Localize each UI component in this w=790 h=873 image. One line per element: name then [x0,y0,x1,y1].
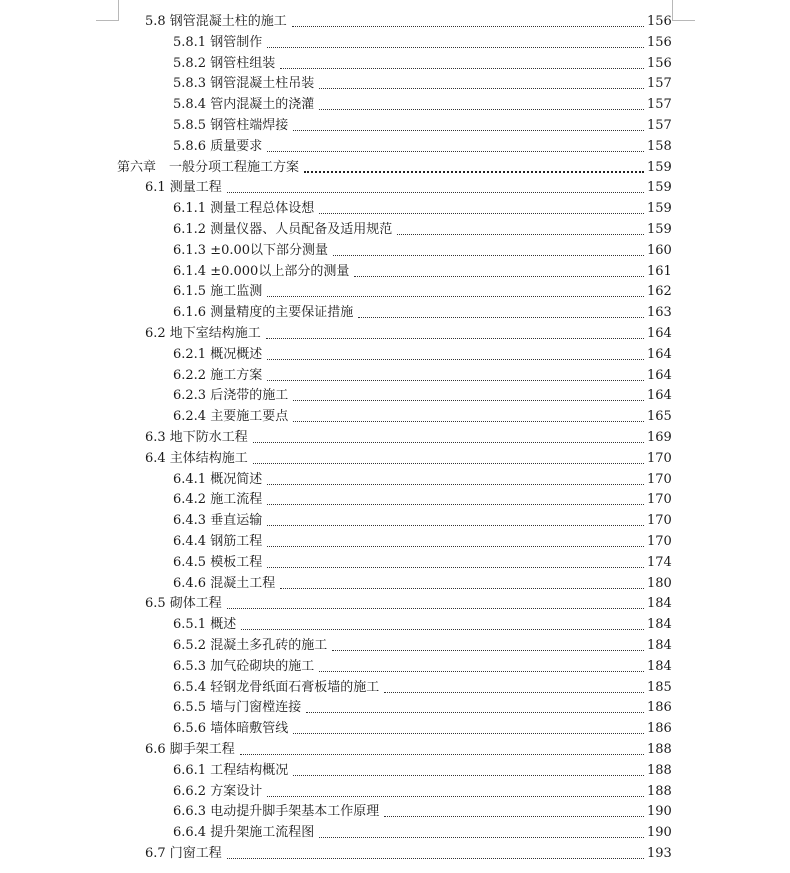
toc-subsection-entry[interactable] [173,490,671,510]
toc-dot-leader [384,815,644,817]
toc-section-entry[interactable] [145,594,671,614]
toc-entry-title: 6.4.2 施工流程 [173,492,263,508]
toc-dot-leader [253,441,644,443]
toc-section-entry[interactable] [145,12,671,32]
toc-page-number: 174 [647,554,672,570]
toc-entry-title: 第六章 一般分项工程施工方案 [117,159,300,175]
toc-page-number: 190 [647,804,672,820]
toc-entry-title: 6.2.3 后浇带的施工 [173,388,289,404]
toc-page-number: 159 [647,180,672,196]
toc-subsection-entry[interactable] [173,137,671,157]
toc-entry-title: 6.2.1 概况概述 [173,346,263,362]
toc-subsection-entry[interactable] [173,116,671,136]
toc-dot-leader [293,399,644,401]
toc-entry-title: 6.5.4 轻钢龙骨纸面石膏板墙的施工 [173,679,380,695]
toc-entry-title: 6.4.3 垂直运输 [173,513,263,529]
toc-entry-title: 6.4 主体结构施工 [145,450,248,466]
toc-page-number: 164 [647,388,672,404]
toc-subsection-entry[interactable] [173,282,671,302]
toc-section-entry[interactable] [145,178,671,198]
toc-page-number: 184 [647,638,672,653]
toc-dot-leader [280,587,644,589]
toc-subsection-entry[interactable] [173,241,671,261]
toc-subsection-entry[interactable] [173,54,671,74]
toc-entry-title: 6.5.6 墙体暗敷管线 [173,721,289,737]
toc-dot-leader [319,87,644,89]
toc-page-number: 186 [647,721,672,737]
toc-page-number: 170 [647,450,672,466]
toc-page-number: 185 [647,679,672,695]
toc-dot-leader [319,212,644,214]
toc-page-number: 162 [647,284,672,300]
toc-entry-title: 6.1.6 测量精度的主要保证措施 [173,305,354,321]
toc-page-number: 159 [647,201,672,217]
toc-dot-leader [227,191,644,193]
toc-subsection-entry[interactable] [173,262,671,282]
toc-dot-leader [384,691,644,693]
toc-page-number: 188 [647,762,672,778]
toc-subsection-entry[interactable] [173,802,671,822]
toc-page-number: 188 [647,783,672,799]
toc-dot-leader [267,503,644,505]
toc-dot-leader [267,795,644,797]
toc-subsection-entry[interactable] [173,532,671,552]
toc-page-number: 169 [647,430,672,445]
toc-dot-leader [267,46,644,48]
toc-page-number: 165 [647,409,672,425]
toc-section-entry[interactable] [145,428,671,448]
toc-entry-title: 6.2.2 施工方案 [173,367,263,383]
toc-entry-title: 6.5.1 概述 [173,617,237,633]
toc-subsection-entry[interactable] [173,615,671,635]
toc-entry-title: 6.5.2 混凝土多孔砖的施工 [173,638,328,653]
toc-entry-title: 6.1 测量工程 [145,180,222,196]
toc-page-number: 184 [647,596,672,612]
toc-page-number: 193 [647,846,672,861]
toc-page-number: 190 [647,825,672,841]
toc-page-number: 157 [647,76,672,92]
toc-page-number: 170 [647,471,672,487]
toc-entry-title: 6.5 砌体工程 [145,596,222,612]
toc-subsection-entry[interactable] [173,823,671,843]
toc-subsection-entry[interactable] [173,199,671,219]
toc-entry-title: 5.8.5 钢管柱端焊接 [173,118,289,133]
toc-dot-leader [304,170,644,173]
toc-page-number: 159 [647,222,672,237]
toc-subsection-entry[interactable] [173,719,671,739]
toc-entry-title: 5.8.4 管内混凝土的浇灌 [173,97,315,113]
toc-entry-title: 6.7 门窗工程 [145,846,222,861]
toc-dot-leader [293,774,644,776]
toc-page-number: 186 [647,700,672,716]
toc-entry-title: 6.5.3 加气砼砌块的施工 [173,658,315,674]
toc-page-number: 170 [647,534,672,549]
toc-page-number: 164 [647,367,672,383]
toc-dot-leader [240,753,644,755]
toc-page-number: 156 [647,34,672,50]
toc-subsection-entry[interactable] [173,303,671,323]
toc-dot-leader [267,545,644,547]
toc-page-number: 163 [647,305,672,321]
page-corner-mark-top-right [672,0,695,21]
toc-section-entry[interactable] [145,324,671,344]
toc-section-entry[interactable] [145,449,671,469]
toc-dot-leader [267,483,644,485]
toc-entry-title: 6.3 地下防水工程 [145,430,248,445]
toc-dot-leader [253,462,644,464]
toc-entry-title: 6.6.4 提升架施工流程图 [173,825,315,841]
toc-subsection-entry[interactable] [173,636,671,656]
toc-dot-leader [292,25,644,27]
toc-entry-title: 6.2.4 主要施工要点 [173,409,289,425]
toc-dot-leader [293,420,644,422]
toc-dot-leader [241,628,644,630]
toc-page-number: 158 [647,138,672,154]
toc-dot-leader [333,254,644,256]
toc-entry-title: 6.4.4 钢筋工程 [173,534,263,549]
toc-entry-title: 5.8 钢管混凝土柱的施工 [145,14,287,29]
toc-dot-leader [267,295,644,297]
toc-section-entry[interactable] [145,844,671,864]
toc-dot-leader [319,108,644,110]
toc-dot-leader [267,358,644,360]
toc-page-number: 161 [647,263,672,279]
toc-page-number: 157 [647,118,672,133]
toc-dot-leader [267,524,644,526]
toc-page-number: 164 [647,346,672,362]
toc-page-number: 170 [647,492,672,508]
toc-subsection-entry[interactable] [173,782,671,802]
toc-dot-leader [319,836,644,838]
toc-subsection-entry[interactable] [173,553,671,573]
toc-dot-leader [319,670,644,672]
toc-dot-leader [306,711,644,713]
toc-dot-leader [293,732,644,734]
toc-subsection-entry[interactable] [173,511,671,531]
toc-subsection-entry[interactable] [173,574,671,594]
toc-page-number: 188 [647,742,672,757]
toc-page-number: 156 [647,14,672,29]
toc-chapter-entry[interactable] [117,158,671,178]
toc-dot-leader [358,316,644,318]
toc-page-number: 184 [647,617,672,633]
toc-dot-leader [267,566,644,568]
toc-entry-title: 6.1.3 ±0.00以下部分测量 [173,242,329,258]
toc-dot-leader [397,233,644,235]
toc-dot-leader [332,649,644,651]
toc-dot-leader [354,275,644,277]
toc-page-number: 157 [647,97,672,113]
toc-page-number: 170 [647,513,672,529]
toc-entry-title: 5.8.3 钢管混凝土柱吊装 [173,76,315,92]
toc-dot-leader [227,857,644,859]
toc-entry-title: 6.4.5 模板工程 [173,554,263,570]
toc-subsection-entry[interactable] [173,95,671,115]
toc-subsection-entry[interactable] [173,33,671,53]
toc-dot-leader [267,379,644,381]
toc-subsection-entry[interactable] [173,470,671,490]
toc-entry-title: 6.1.2 测量仪器、人员配备及适用规范 [173,222,393,237]
toc-entry-title: 6.2 地下室结构施工 [145,326,261,341]
toc-entry-title: 6.6 脚手架工程 [145,742,235,757]
toc-subsection-entry[interactable] [173,678,671,698]
toc-subsection-entry[interactable] [173,220,671,240]
toc-entry-title: 5.8.6 质量要求 [173,138,263,154]
toc-entry-title: 6.6.3 电动提升脚手架基本工作原理 [173,804,380,820]
toc-entry-title: 5.8.2 钢管柱组装 [173,55,276,71]
toc-entry-title: 5.8.1 钢管制作 [173,34,263,50]
toc-subsection-entry[interactable] [173,698,671,718]
toc-entry-title: 6.4.1 概况简述 [173,471,263,487]
toc-entry-title: 6.6.2 方案设计 [173,783,263,799]
toc-subsection-entry[interactable] [173,657,671,677]
toc-page-number: 164 [647,326,672,341]
toc-section-entry[interactable] [145,740,671,760]
toc-dot-leader [280,67,644,69]
toc-entry-title: 6.5.5 墙与门窗樘连接 [173,700,302,716]
toc-dot-leader [293,129,644,131]
toc-subsection-entry[interactable] [173,386,671,406]
toc-subsection-entry[interactable] [173,74,671,94]
page-corner-mark-top-left [96,0,119,21]
toc-entry-title: 6.1.5 施工监测 [173,284,263,300]
toc-entry-title: 6.1.1 测量工程总体设想 [173,201,315,217]
toc-dot-leader [227,607,644,609]
toc-page-number: 159 [647,159,672,175]
toc-subsection-entry[interactable] [173,366,671,386]
toc-subsection-entry[interactable] [173,761,671,781]
toc-page-number: 184 [647,658,672,674]
toc-dot-leader [266,337,644,339]
toc-subsection-entry[interactable] [173,407,671,427]
toc-subsection-entry[interactable] [173,345,671,365]
toc-entry-title: 6.6.1 工程结构概况 [173,762,289,778]
toc-entry-title: 6.4.6 混凝土工程 [173,575,276,591]
toc-dot-leader [267,150,644,152]
toc-page-number: 160 [647,242,672,258]
toc-entry-title: 6.1.4 ±0.000以上部分的测量 [173,263,350,279]
toc-page-number: 180 [647,575,672,591]
toc-page-number: 156 [647,55,672,71]
